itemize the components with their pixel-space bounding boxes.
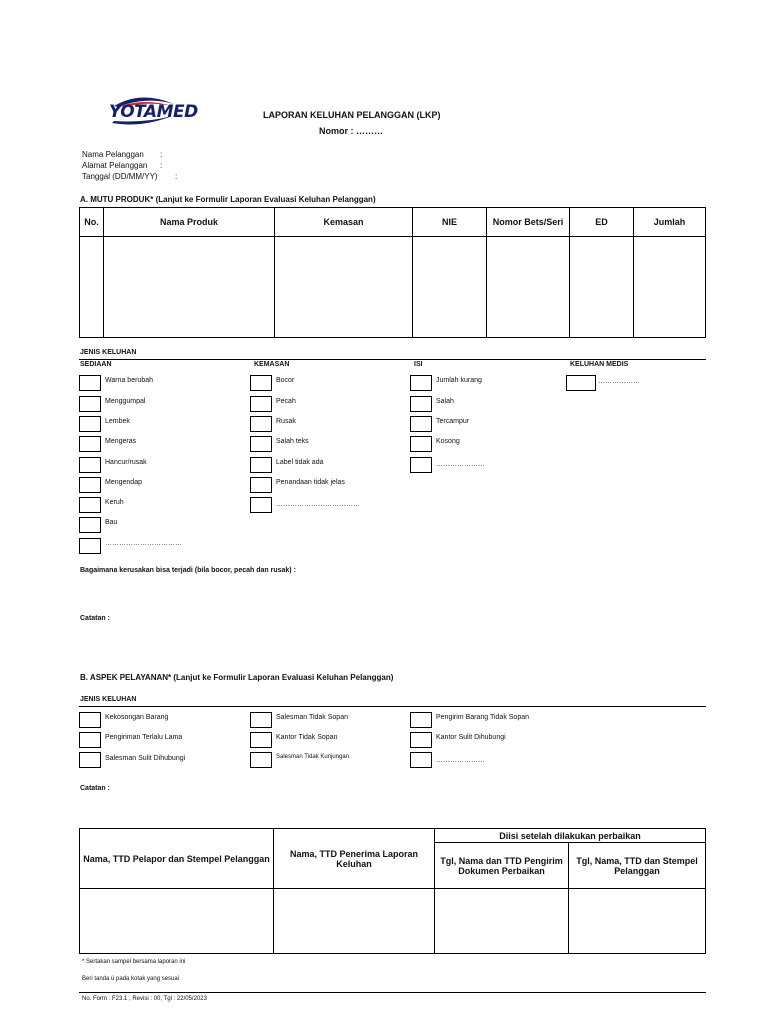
notes-label: Catatan : <box>80 785 110 792</box>
footer-divider <box>79 992 706 993</box>
checkbox-isi-other[interactable] <box>410 457 432 473</box>
page-title: LAPORAN KELUHAN PELANGGAN (LKP) <box>263 110 441 120</box>
checkbox-warna-berubah[interactable] <box>79 375 101 391</box>
footnote-sample: * Sertakan sampel bersama laporan ini <box>82 959 186 965</box>
col-batch: Nomor Bets/Seri <box>487 208 570 237</box>
table-cell[interactable] <box>487 237 570 338</box>
col-quantity: Jumlah <box>634 208 706 237</box>
option-label: Menggumpal <box>105 398 146 405</box>
checkbox-bau[interactable] <box>79 517 101 533</box>
complaint-type-label: JENIS KELUHAN <box>80 696 137 703</box>
checkbox-rusak[interactable] <box>250 416 272 432</box>
checkbox-bocor[interactable] <box>250 375 272 391</box>
table-cell[interactable] <box>634 237 706 338</box>
option-label: Label tidak ada <box>276 459 324 466</box>
option-label: Kekosongan Barang <box>105 714 169 721</box>
table-cell[interactable] <box>413 237 487 338</box>
option-label: Salesman Sulit Dihubungi <box>105 755 186 762</box>
signature-cell[interactable] <box>435 889 569 954</box>
signature-table <box>79 828 706 954</box>
option-label: ……………… <box>598 378 640 385</box>
checkbox-pecah[interactable] <box>250 396 272 412</box>
option-label: Salesman Tidak Sopan <box>276 714 348 721</box>
checkbox-kantor-tidak-sopan[interactable] <box>250 732 272 748</box>
checkbox-kekosongan-barang[interactable] <box>79 712 101 728</box>
section-a-title <box>80 195 376 204</box>
option-label: Rusak <box>276 418 296 425</box>
section-b-title-bold: B. ASPEK PELAYANAN* <box>80 673 172 682</box>
group-sediaan: SEDIAAN <box>80 361 112 368</box>
option-label: Lembek <box>105 418 130 425</box>
checkbox-pengirim-tidak-sopan[interactable] <box>410 712 432 728</box>
notes-label: Catatan : <box>80 615 110 622</box>
damage-question: Bagaimana kerusakan bisa terjadi (bila bocor, pecah dan rusak) : <box>80 567 296 574</box>
signature-after-repair-header: Diisi setelah dilakukan perbaikan <box>435 829 706 843</box>
complaint-type-label: JENIS KELUHAN <box>80 349 137 356</box>
signature-col-customer: Tgl, Nama, TTD dan Stempel Pelanggan <box>569 843 706 889</box>
option-label: ……………………………… <box>276 501 360 508</box>
option-label: Warna berubah <box>105 377 153 384</box>
product-table <box>79 207 706 338</box>
divider <box>79 359 706 360</box>
signature-cell[interactable] <box>274 889 435 954</box>
option-label: Bau <box>105 519 118 526</box>
section-b-title <box>80 673 393 682</box>
checkbox-salah-teks[interactable] <box>250 436 272 452</box>
group-kemasan: KEMASAN <box>254 361 290 368</box>
checkbox-label-tidak-ada[interactable] <box>250 457 272 473</box>
colon: : <box>160 150 163 159</box>
signature-col-reporter: Nama, TTD Pelapor dan Stempel Pelanggan <box>80 829 274 889</box>
option-label: Salesman Tidak Kunjungan <box>276 754 350 760</box>
checkbox-salesman-tidak-sopan[interactable] <box>250 712 272 728</box>
group-isi: ISI <box>414 361 423 368</box>
checkbox-pengiriman-terlalu-lama[interactable] <box>79 732 101 748</box>
colon: : <box>160 161 163 170</box>
signature-col-receiver: Nama, TTD Penerima Laporan Keluhan <box>274 829 435 889</box>
col-ed: ED <box>570 208 634 237</box>
checkbox-hancur-rusak[interactable] <box>79 457 101 473</box>
company-logo <box>106 92 198 128</box>
form-number: No. Form : F23.1 , Revisi : 00, Tgl : 22/05/2023 <box>82 996 207 1002</box>
checkbox-penandaan-tidak-jelas[interactable] <box>250 477 272 493</box>
checkbox-salah[interactable] <box>410 396 432 412</box>
table-cell[interactable] <box>104 237 275 338</box>
checkbox-kantor-sulit-dihubungi[interactable] <box>410 732 432 748</box>
col-packaging: Kemasan <box>275 208 413 237</box>
option-label: Salah <box>436 398 454 405</box>
table-cell[interactable] <box>275 237 413 338</box>
option-label: Kantor Tidak Sopan <box>276 734 338 741</box>
option-label: …………………………… <box>105 540 182 547</box>
option-label: ………………… <box>436 461 485 468</box>
option-label: Jumlah kurang <box>436 377 482 384</box>
option-label: Kantor Sulit Dihubungi <box>436 734 506 741</box>
checkbox-keluhan-medis[interactable] <box>566 375 596 391</box>
checkbox-pelayanan-other[interactable] <box>410 752 432 768</box>
col-product-name: Nama Produk <box>104 208 275 237</box>
checkbox-salesman-sulit-dihubungi[interactable] <box>79 752 101 768</box>
option-label: Pecah <box>276 398 296 405</box>
customer-address-label: Alamat Pelanggan <box>82 161 148 170</box>
option-label: Keruh <box>105 499 124 506</box>
option-label: Pengirim Barang Tidak Sopan <box>436 714 529 721</box>
option-label: Mengeras <box>105 438 137 445</box>
logo-text: YOTAMED <box>109 102 198 122</box>
option-label: Tercampur <box>436 418 470 425</box>
option-label: Penandaan tidak jelas <box>276 479 345 486</box>
checkbox-jumlah-kurang[interactable] <box>410 375 432 391</box>
signature-cell[interactable] <box>569 889 706 954</box>
signature-cell[interactable] <box>80 889 274 954</box>
date-label: Tanggal (DD/MM/YY) <box>82 172 158 181</box>
option-label: Pengiriman Terlalu Lama <box>105 734 183 741</box>
colon: : <box>175 172 178 181</box>
option-label: ………………… <box>436 757 485 764</box>
document-number: Nomor : ……… <box>319 126 383 136</box>
signature-col-sender: Tgl, Nama dan TTD Pengirim Dokumen Perbaikan <box>435 843 569 889</box>
option-label: Hancur/rusak <box>105 459 147 466</box>
checkbox-kemasan-other[interactable] <box>250 497 272 513</box>
col-no: No. <box>80 208 104 237</box>
table-cell[interactable] <box>570 237 634 338</box>
option-label: Salah teks <box>276 438 309 445</box>
option-label: Kosong <box>436 438 460 445</box>
checkbox-sediaan-other[interactable] <box>79 538 101 554</box>
checkbox-tercampur[interactable] <box>410 416 432 432</box>
customer-name-label: Nama Pelanggan <box>82 150 144 159</box>
col-nie: NIE <box>413 208 487 237</box>
checkbox-mengeras[interactable] <box>79 436 101 452</box>
footnote-check: Beri tanda ü pada kotak yang sesuai <box>82 976 180 982</box>
checkbox-lembek[interactable] <box>79 416 101 432</box>
group-keluhan-medis: KELUHAN MEDIS <box>570 361 629 368</box>
checkbox-salesman-tidak-kunjungan[interactable] <box>250 752 272 768</box>
checkbox-mengendap[interactable] <box>79 477 101 493</box>
table-cell[interactable] <box>80 237 104 338</box>
checkbox-kosong[interactable] <box>410 436 432 452</box>
divider <box>79 706 706 707</box>
section-a-title-rest: (Lanjut ke Formulir Laporan Evaluasi Keluhan Pelanggan) <box>153 195 376 204</box>
checkbox-keruh[interactable] <box>79 497 101 513</box>
section-a-title-bold: A. MUTU PRODUK* <box>80 195 154 204</box>
option-label: Bocor <box>276 377 295 384</box>
section-b-title-rest: (Lanjut ke Formulir Laporan Evaluasi Keluhan Pelanggan) <box>171 673 394 682</box>
option-label: Mengendap <box>105 479 142 486</box>
checkbox-menggumpal[interactable] <box>79 396 101 412</box>
